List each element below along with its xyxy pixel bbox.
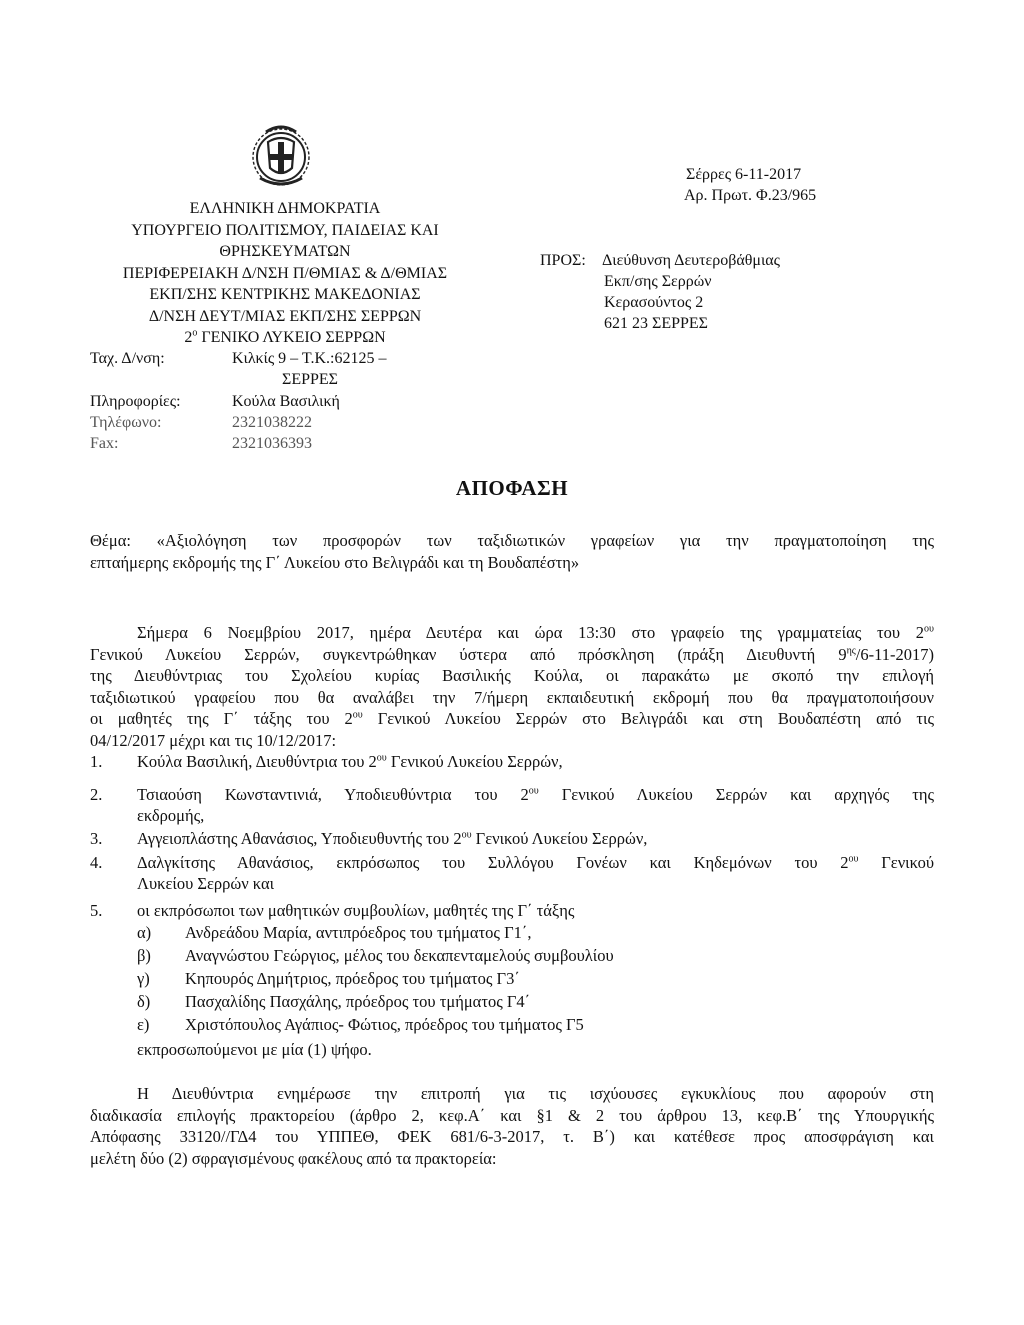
subject-line: επταήμερης εκδρομής της Γ΄ Λυκείου στο Βελιγράδι και τη Βουδαπέστη» — [90, 552, 580, 572]
subject — [90, 530, 934, 573]
info-label: Πληροφορίες: — [90, 393, 181, 410]
document-meta — [686, 164, 816, 206]
student-text: Χριστόπουλος Αγάπιος- Φώτιος, πρόεδρος του τμήματος Γ5 — [185, 1015, 584, 1034]
recipient-line: Εκπ/σης Σερρών — [604, 273, 712, 290]
header-line: ΥΠΟΥΡΓΕΙΟ ΠΟΛΙΤΙΣΜΟΥ, ΠΑΙΔΕΙΑΣ ΚΑΙ — [131, 221, 439, 239]
intro-paragraph — [90, 622, 934, 751]
school-name: $2^o$ ΓΕΝΙΚΟ ΛΥΚΕΙΟ ΣΕΡΡΩΝ — [184, 327, 386, 346]
subject-line: Θέμα: «Αξιολόγηση των προσφορών των ταξιδιωτικών γραφείων για την πραγματοποίηση της — [90, 531, 934, 550]
protocol-number: Αρ. Πρωτ. Φ.23/965 — [684, 187, 817, 204]
address-label: Ταχ. Δ/νση: — [90, 350, 165, 367]
student-text: Ανδρεάδου Μαρία, αντιπρόεδρος του τμήματος Γ1΄, — [185, 923, 532, 942]
member-number: 5. — [90, 901, 103, 920]
header-line: ΕΚΠ/ΣΗΣ ΚΕΝΤΡΙΚΗΣ ΜΑΚΕΔΟΝΙΑΣ — [149, 286, 421, 303]
closing-line: Απόφασης 33120//ΓΔ4 του ΥΠΠΕΘ, ΦΕΚ 681/6-3-2017, τ. Β΄) και κατέθεσε προς αποσφράγιση και — [90, 1127, 934, 1146]
student-letter: δ) — [137, 992, 151, 1011]
recipient-line: Κερασούντος 2 — [604, 294, 704, 311]
member-text: Αγγειοπλάστης Αθανάσιος, Υποδιευθυντής του $2^{o\upsilon}$ Γενικού Λυκείου Σερρών, — [137, 829, 648, 848]
member-text-cont: Λυκείου Σερρών και — [137, 874, 275, 893]
header-line: ΠΕΡΙΦΕΡΕΙΑΚΗ Δ/ΝΣΗ Π/ΘΜΙΑΣ & Δ/ΘΜΙΑΣ — [122, 264, 448, 282]
closing-paragraph — [90, 1083, 934, 1169]
student-text: Κηπουρός Δημήτριος, πρόεδρος του τμήματος Γ3΄ — [185, 969, 520, 988]
intro-line: οι μαθητές της Γ΄ τάξης του $2^{o\upsilon}$ Γενικού Λυκείου Σερρών στο Βελιγράδι και στη Βουδαπέστη από τις — [90, 709, 934, 728]
phone-label: Τηλέφωνο: — [90, 414, 162, 431]
student-text: Αναγνώστου Γεώργιος, μέλος του δεκαπενταμελούς συμβουλίου — [185, 946, 614, 965]
intro-line: Γενικού Λυκείου Σερρών, συγκεντρώθηκαν ύστερα από πρόσκληση (πράξη Διευθυντή $9^{\eta\varsigma}/6-11-2017$) — [90, 644, 934, 664]
member-number: 3. — [90, 829, 103, 848]
address-value: Κιλκίς 9 – Τ.Κ.:62125 – — [232, 350, 387, 367]
vote-line: εκπροσωπούμενοι με μία (1) ψήφο. — [137, 1040, 372, 1059]
intro-line: 04/12/2017 μέχρι και τις 10/12/2017: — [90, 730, 337, 750]
document-date: Σέρρες 6-11-2017 — [686, 166, 802, 183]
closing-line: διαδικασία επιλογής πρακτορείου (άρθρο 2, κεφ.Α΄ και §1 & 2 του άρθρου 13, κεφ.Β΄ της Υπουργικής — [90, 1105, 934, 1125]
student-letter: β) — [137, 946, 151, 965]
student-text: Πασχαλίδης Πασχάλης, πρόεδρος του τμήματος Γ4΄ — [185, 992, 531, 1011]
student-letter: ε) — [137, 1015, 150, 1034]
intro-line: της Διευθύντριας του Σχολείου κυρίας Βασιλικής Κούλα, οι παρακάτω με σκοπό την επιλογή — [90, 666, 934, 685]
fax-value: 2321036393 — [232, 435, 312, 452]
closing-line: Η Διευθύντρια ενημέρωσε την επιτροπή για τις ισχύουσες εγκυκλίους που αφορούν στη — [137, 1084, 934, 1103]
member-text: Κούλα Βασιλική, Διευθύντρια του $2^{o\upsilon}$ Γενικού Λυκείου Σερρών, — [137, 752, 563, 771]
intro-line: ταξιδιωτικού γραφείου που θα αναλάβει την 7/ήμερη εκπαιδευτική εκδρομή που θα πραγματοποιήσουν — [90, 687, 934, 707]
address-city: ΣΕΡΡΕΣ — [282, 371, 338, 388]
member-text: οι εκπρόσωποι των μαθητικών συμβουλίων, μαθητές της Γ΄ τάξης — [137, 901, 575, 920]
member-number: 4. — [90, 853, 103, 872]
member-number: 2. — [90, 785, 103, 804]
intro-line: Σήμερα 6 Νοεμβρίου 2017, ημέρα Δευτέρα και ώρα 13:30 στο γραφείο της γραμματείας του $2^{o\upsilon}$ — [137, 623, 934, 642]
member-text-cont: εκδρομής, — [137, 806, 205, 825]
student-letter: γ) — [137, 969, 150, 988]
member-text: Δαλγκίτσης Αθανάσιος, εκπρόσωπος του Συλλόγου Γονέων και Κηδεμόνων του $2^{o\upsilon}$ Γενικού — [137, 853, 934, 872]
recipient-line: Διεύθυνση Δευτεροβάθμιας — [602, 252, 781, 269]
member-text: Τσιαούση Κωνσταντινιά, Υποδιευθύντρια του $2^{o\upsilon}$ Γενικού Λυκείου Σερρών και αρχηγός της — [137, 785, 934, 804]
header-line: Δ/ΝΣΗ ΔΕΥΤ/ΜΙΑΣ ΕΚΠ/ΣΗΣ ΣΕΡΡΩΝ — [148, 307, 422, 325]
recipient-label: ΠΡΟΣ: — [540, 252, 586, 269]
phone-value: 2321038222 — [232, 414, 312, 431]
document-title: ΑΠΟΦΑΣΗ — [455, 476, 569, 500]
info-value: Κούλα Βασιλική — [232, 393, 340, 410]
greek-republic-crest-icon — [246, 120, 316, 190]
header-line: ΘΡΗΣΚΕΥΜΑΤΩΝ — [219, 243, 351, 260]
closing-line: μελέτη δύο (2) σφραγισμένους φακέλους από τα πρακτορεία: — [90, 1148, 497, 1168]
recipient-line: 621 23 ΣΕΡΡΕΣ — [604, 315, 708, 332]
fax-label: Fax: — [90, 435, 119, 452]
student-letter: α) — [137, 923, 152, 942]
issuer-header — [90, 198, 480, 349]
header-line: ΕΛΛΗΝΙΚΗ ΔΗΜΟΚΡΑΤΙΑ — [189, 200, 381, 217]
member-number: 1. — [90, 752, 103, 771]
